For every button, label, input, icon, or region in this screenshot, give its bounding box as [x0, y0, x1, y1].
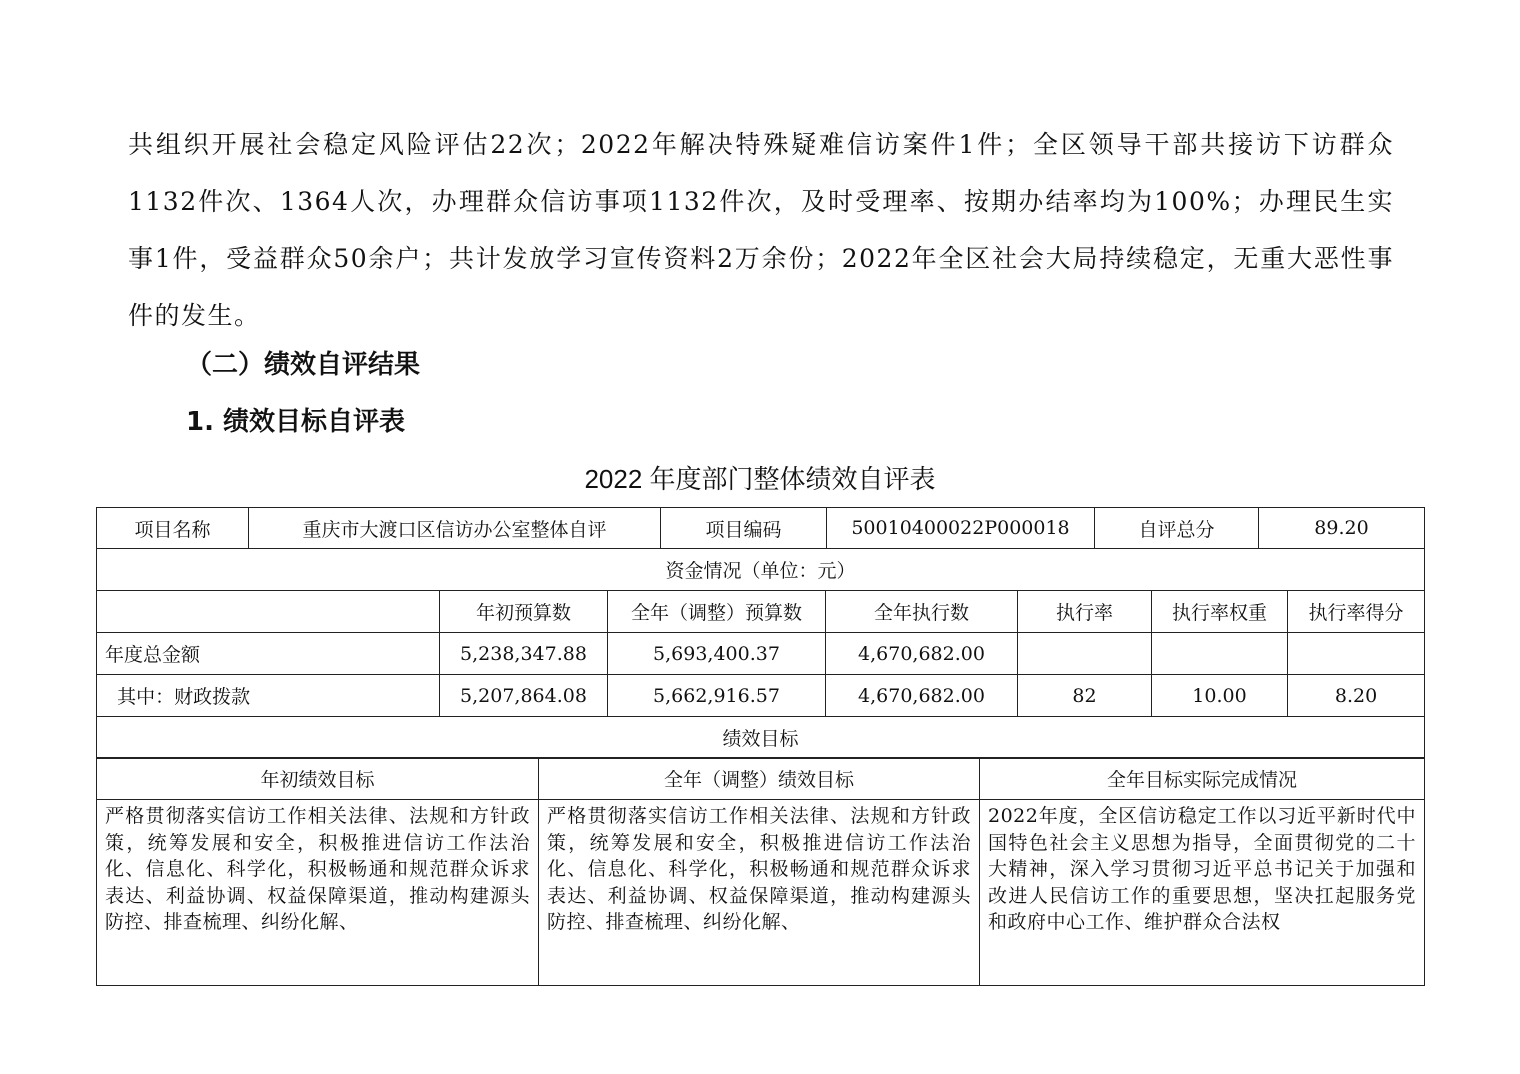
cell [1152, 633, 1288, 675]
total-score-value: 89.20 [1259, 508, 1425, 549]
funds-col-rate-score: 执行率得分 [1288, 591, 1425, 633]
project-name-value: 重庆市大渡口区信访办公室整体自评 [249, 508, 661, 549]
cell [1018, 633, 1152, 675]
section-heading: （二）绩效自评结果 [186, 350, 421, 380]
intro-paragraph: 共组织开展社会稳定风险评估22次；2022年解决特殊疑难信访案件1件；全区领导干部共接访下访群众1132件次、1364人次，办理群众信访事项1132件次，及时受理率、按期办结率均为100%；办理民生实事1件，受益群众50余户；共计发放学习宣传资料2万余份；2022年全区社会大局持续稳定，无重大恶性事件的发生。 [128, 130, 1394, 330]
goals-body-row [97, 800, 1425, 986]
funds-col-label [97, 591, 440, 633]
cell: 4,670,682.00 [826, 633, 1018, 675]
table-title: 2022 年度部门整体绩效自评表 [584, 464, 936, 494]
cell: 5,693,400.37 [608, 633, 826, 675]
funds-header-row [97, 549, 1425, 591]
project-code-label: 项目编码 [661, 508, 827, 549]
project-info-row [97, 508, 1425, 549]
funds-table [96, 548, 1425, 759]
subsection-heading: 1. 绩效目标自评表 [186, 407, 406, 437]
cell: 5,238,347.88 [440, 633, 608, 675]
goals-header-row [97, 717, 1425, 759]
cell: 4,670,682.00 [826, 675, 1018, 717]
total-score-label: 自评总分 [1095, 508, 1259, 549]
funds-col-adjusted-budget: 全年（调整）预算数 [608, 591, 826, 633]
goals-adjusted-text: 严格贯彻落实信访工作相关法律、法规和方针政策，统筹发展和安全，积极推进信访工作法治化、信息化、科学化，积极畅通和规范群众诉求表达、利益协调、权益保障渠道，推动构建源头防控、排查梳理、纠纷化解、 [539, 800, 980, 986]
funds-columns-row [97, 591, 1425, 633]
cell: 5,662,916.57 [608, 675, 826, 717]
cell: 10.00 [1152, 675, 1288, 717]
goals-header: 绩效目标 [97, 717, 1425, 759]
row-label: 其中：财政拨款 [97, 675, 440, 717]
project-name-label: 项目名称 [97, 508, 249, 549]
funds-col-executed: 全年执行数 [826, 591, 1018, 633]
funds-col-rate-weight: 执行率权重 [1152, 591, 1288, 633]
funds-col-initial-budget: 年初预算数 [440, 591, 608, 633]
project-code-value: 50010400022P000018 [827, 508, 1095, 549]
table-row [97, 675, 1425, 717]
cell: 8.20 [1288, 675, 1425, 717]
project-info-table [96, 507, 1425, 549]
funds-header: 资金情况（单位：元） [97, 549, 1425, 591]
goals-columns-row [97, 758, 1425, 800]
row-label: 年度总金额 [97, 633, 440, 675]
goals-col-actual: 全年目标实际完成情况 [980, 758, 1425, 800]
funds-col-exec-rate: 执行率 [1018, 591, 1152, 633]
goals-actual-text: 2022年度，全区信访稳定工作以习近平新时代中国特色社会主义思想为指导，全面贯彻党的二十大精神，深入学习贯彻习近平总书记关于加强和改进人民信访工作的重要思想，坚决扛起服务党和政府中心工作、维护群众合法权 [980, 800, 1425, 986]
goals-table [96, 757, 1425, 986]
table-row [97, 633, 1425, 675]
cell [1288, 633, 1425, 675]
cell: 82 [1018, 675, 1152, 717]
goals-col-initial: 年初绩效目标 [97, 758, 539, 800]
goals-col-adjusted: 全年（调整）绩效目标 [539, 758, 980, 800]
goals-initial-text: 严格贯彻落实信访工作相关法律、法规和方针政策，统筹发展和安全，积极推进信访工作法治化、信息化、科学化，积极畅通和规范群众诉求表达、利益协调、权益保障渠道，推动构建源头防控、排查梳理、纠纷化解、 [97, 800, 539, 986]
cell: 5,207,864.08 [440, 675, 608, 717]
